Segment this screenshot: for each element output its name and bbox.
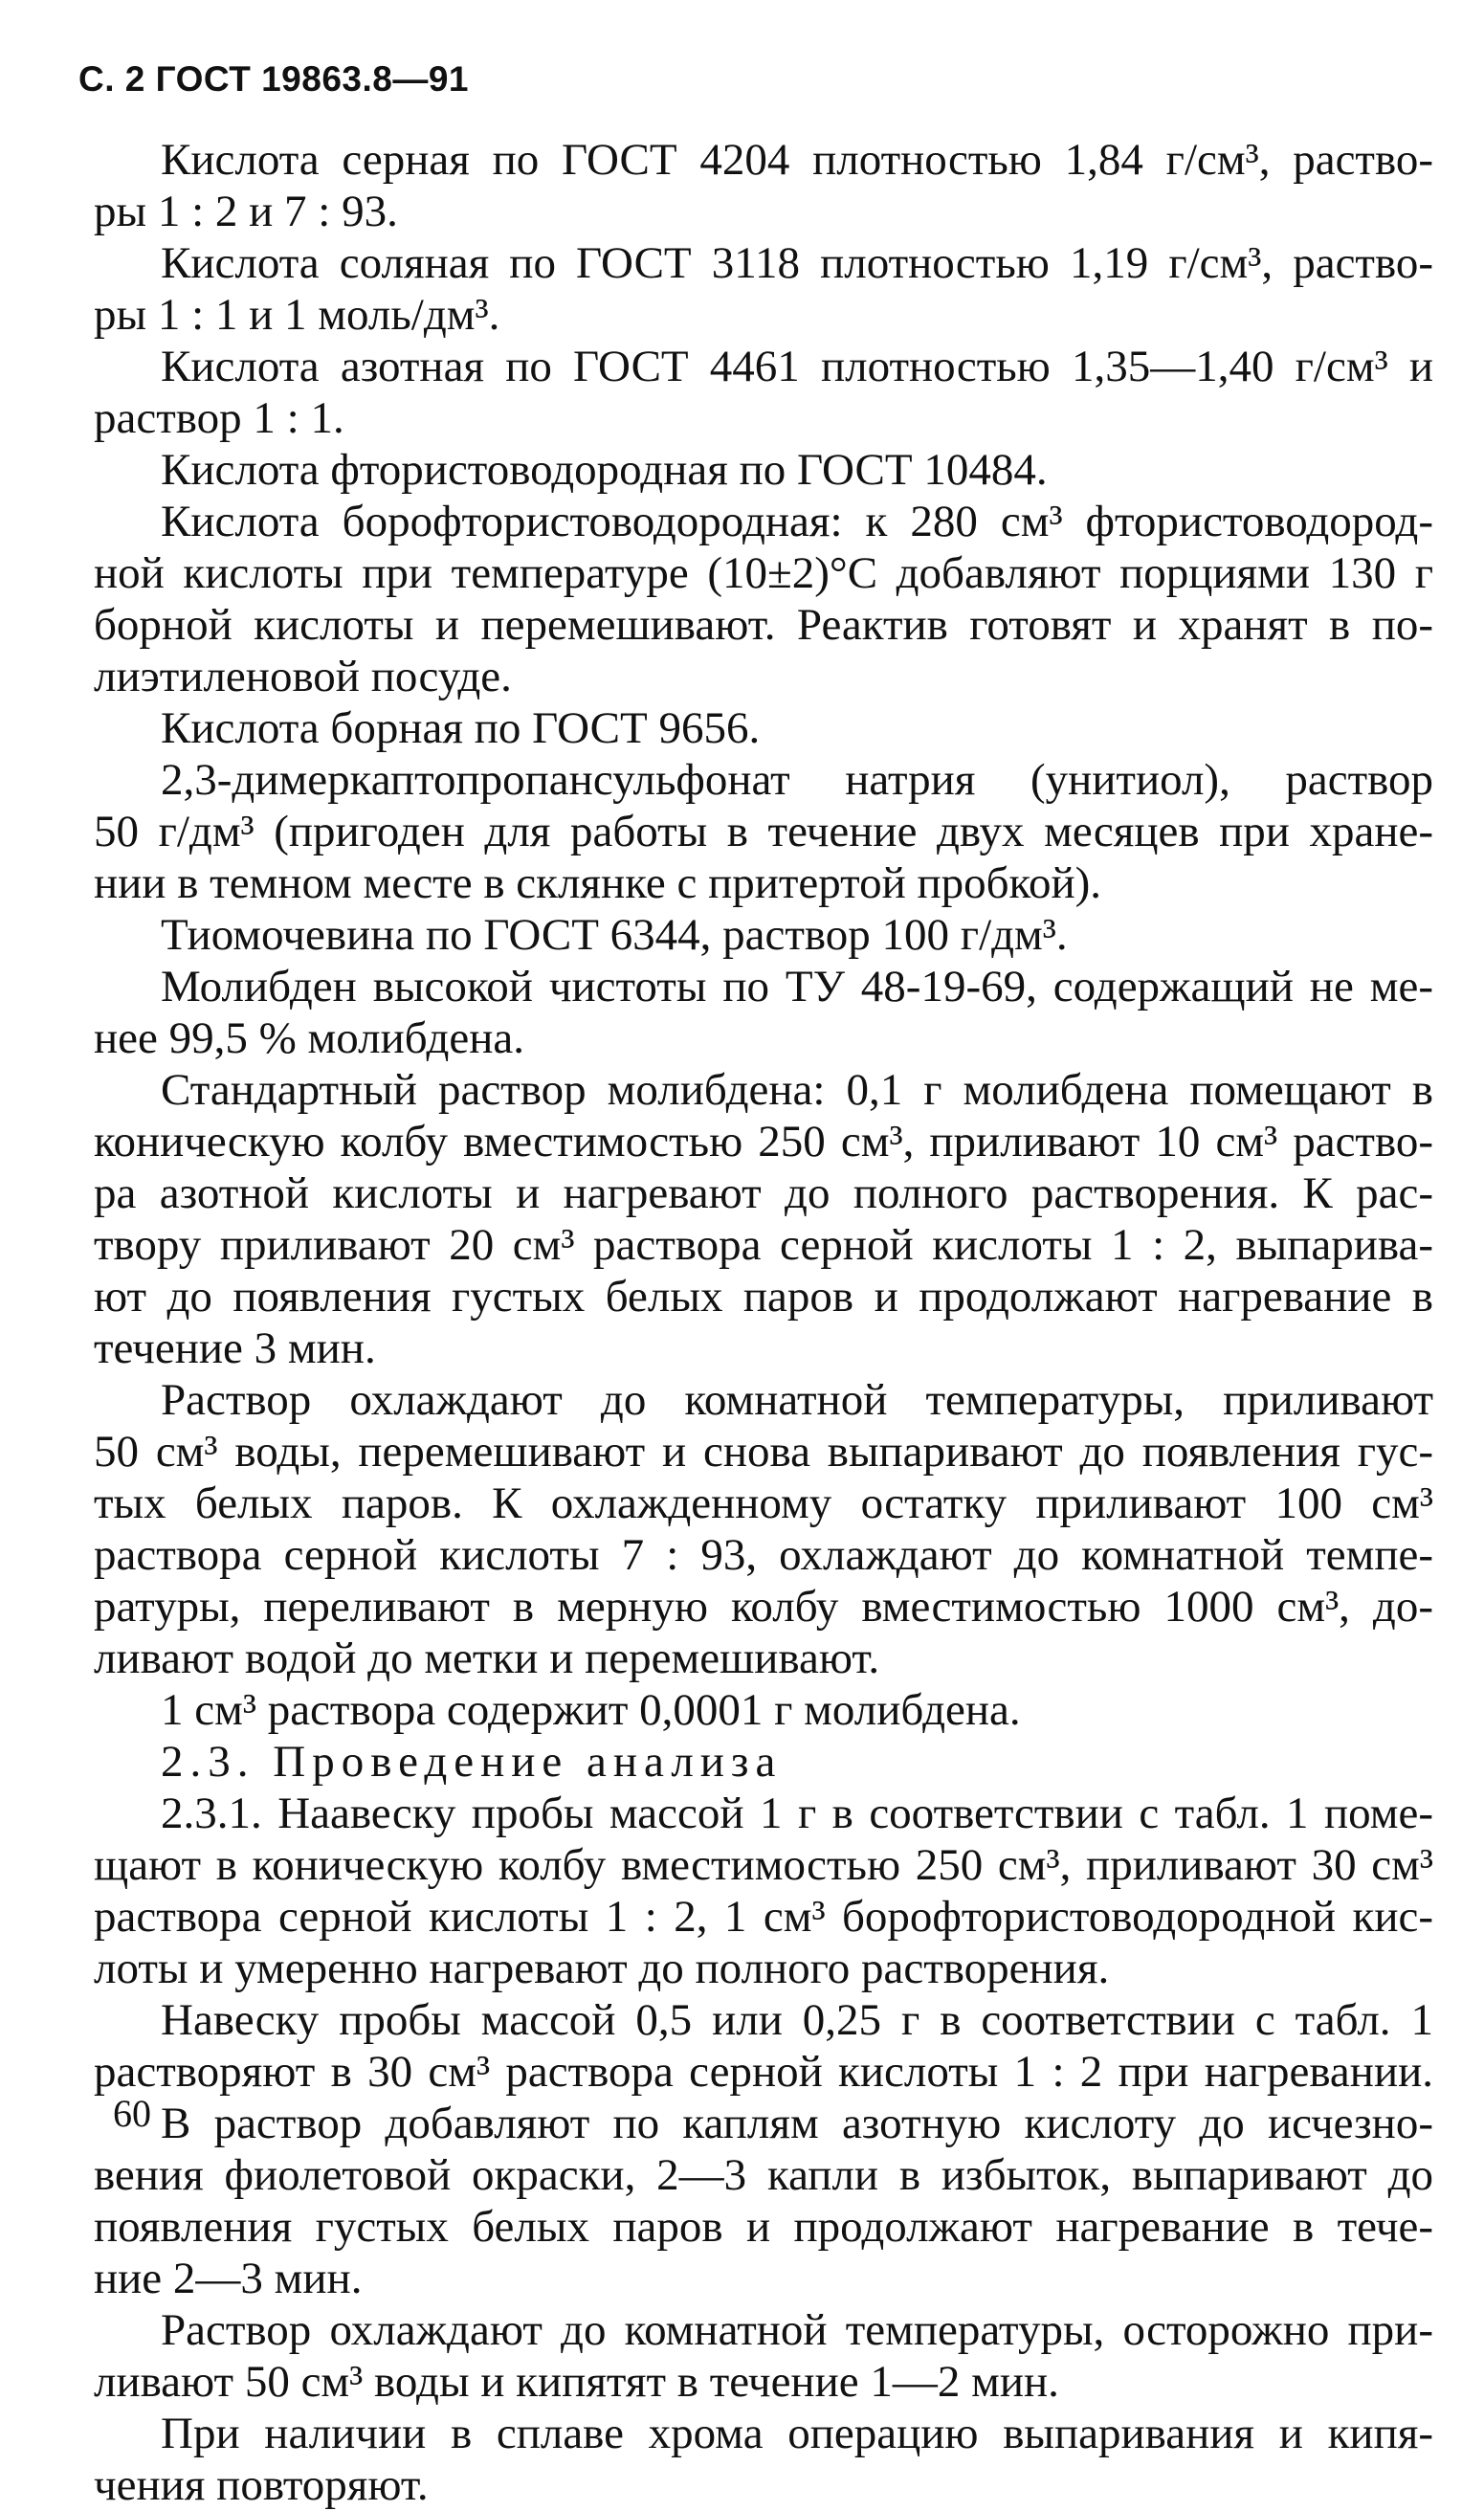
text-line: коническую колбу вместимостью 250 см³, приливают 10 см³ раство- — [94, 1117, 1433, 1167]
text-line: Стандартный раствор молибдена: 0,1 г молибдена помещают в — [161, 1065, 1433, 1115]
text-line: Раствор охлаждают до комнатной температуры, осторожно при- — [161, 2305, 1433, 2355]
text-line: Молибден высокой чистоты по ТУ 48-19-69, содержащий не ме- — [161, 962, 1433, 1011]
text-line: нее 99,5 % молибдена. — [94, 1013, 525, 1063]
text-line: Раствор охлаждают до комнатной температуры, приливают — [161, 1375, 1433, 1425]
text-line: ливают 50 см³ воды и кипятят в течение 1—2 мин. — [94, 2357, 1059, 2407]
text-line: ливают водой до метки и перемешивают. — [94, 1633, 880, 1683]
text-line: ратуры, переливают в мерную колбу вместимостью 1000 см³, до- — [94, 1582, 1433, 1632]
page-header: С. 2 ГОСТ 19863.8—91 — [78, 59, 469, 99]
text-line: В раствор добавляют по каплям азотную кислоту до исчезно- — [161, 2099, 1433, 2148]
text-line: Кислота серная по ГОСТ 4204 плотностью 1,84 г/см³, раство- — [161, 135, 1433, 185]
text-line: ние 2—3 мин. — [94, 2254, 363, 2303]
text-line: 50 г/дм³ (пригоден для работы в течение двух месяцев при хране- — [94, 807, 1433, 856]
text-line: 2.3.1. Наавеску пробы массой 1 г в соответствии с табл. 1 поме- — [161, 1789, 1433, 1838]
text-line: чения повторяют. — [94, 2460, 429, 2510]
text-line: Тиомочевина по ГОСТ 6344, раствор 100 г/дм³. — [161, 910, 1068, 960]
text-line: Кислота азотная по ГОСТ 4461 плотностью 1,35—1,40 г/см³ и — [161, 342, 1433, 391]
body-text — [94, 134, 1433, 2511]
text-line: ют до появления густых белых паров и продолжают нагревание в — [94, 1272, 1433, 1322]
section-heading: 2.3. Проведение анализа — [161, 1737, 783, 1787]
text-line: раствора серной кислоты 7 : 93, охлаждают до комнатной темпе- — [94, 1530, 1433, 1580]
text-line: щают в коническую колбу вместимостью 250 см³, приливают 30 см³ — [94, 1840, 1433, 1890]
text-line: 1 см³ раствора содержит 0,0001 г молибдена. — [161, 1685, 1021, 1735]
text-line: растворяют в 30 см³ раствора серной кислоты 1 : 2 при нагревании. — [94, 2047, 1433, 2097]
text-line: нии в темном месте в склянке с притертой пробкой). — [94, 858, 1102, 908]
text-line: вения фиолетовой окраски, 2—3 капли в избыток, выпаривают до — [94, 2150, 1433, 2200]
text-line: раствора серной кислоты 1 : 2, 1 см³ борофтористоводородной кис- — [94, 1892, 1433, 1942]
text-line: лоты и умеренно нагревают до полного растворения. — [94, 1944, 1110, 1993]
text-line: При наличии в сплаве хрома операцию выпаривания и кипя- — [161, 2409, 1433, 2458]
text-line: твору приливают 20 см³ раствора серной кислоты 1 : 2, выпарива- — [94, 1220, 1433, 1270]
text-line: ной кислоты при температуре (10±2)°С добавляют порциями 130 г — [94, 548, 1433, 598]
text-line: раствор 1 : 1. — [94, 393, 344, 443]
text-line: ры 1 : 2 и 7 : 93. — [94, 187, 398, 236]
text-line: 2,3-димеркаптопропансульфонат натрия (унитиол), раствор — [161, 755, 1433, 805]
text-line: лиэтиленовой посуде. — [94, 652, 512, 701]
text-line: Кислота соляная по ГОСТ 3118 плотностью 1,19 г/см³, раство- — [161, 238, 1433, 288]
text-line: тых белых паров. К охлажденному остатку приливают 100 см³ — [94, 1478, 1433, 1528]
text-line: ра азотной кислоты и нагревают до полного растворения. К рас- — [94, 1168, 1433, 1218]
text-line: Кислота борная по ГОСТ 9656. — [161, 703, 761, 753]
text-line: течение 3 мин. — [94, 1323, 376, 1373]
text-line: ры 1 : 1 и 1 моль/дм³. — [94, 290, 500, 340]
text-line: Навеску пробы массой 0,5 или 0,25 г в соответствии с табл. 1 — [161, 1995, 1433, 2045]
text-line: Кислота борофтористоводородная: к 280 см³ фтористоводород- — [161, 497, 1433, 546]
page-number: 60 — [113, 2092, 151, 2135]
text-line: появления густых белых паров и продолжают нагревание в тече- — [94, 2202, 1433, 2252]
text-line: 50 см³ воды, перемешивают и снова выпаривают до появления гус- — [94, 1427, 1433, 1477]
text-line: борной кислоты и перемешивают. Реактив готовят и хранят в по- — [94, 600, 1433, 650]
text-line: Кислота фтористоводородная по ГОСТ 10484. — [161, 445, 1048, 495]
